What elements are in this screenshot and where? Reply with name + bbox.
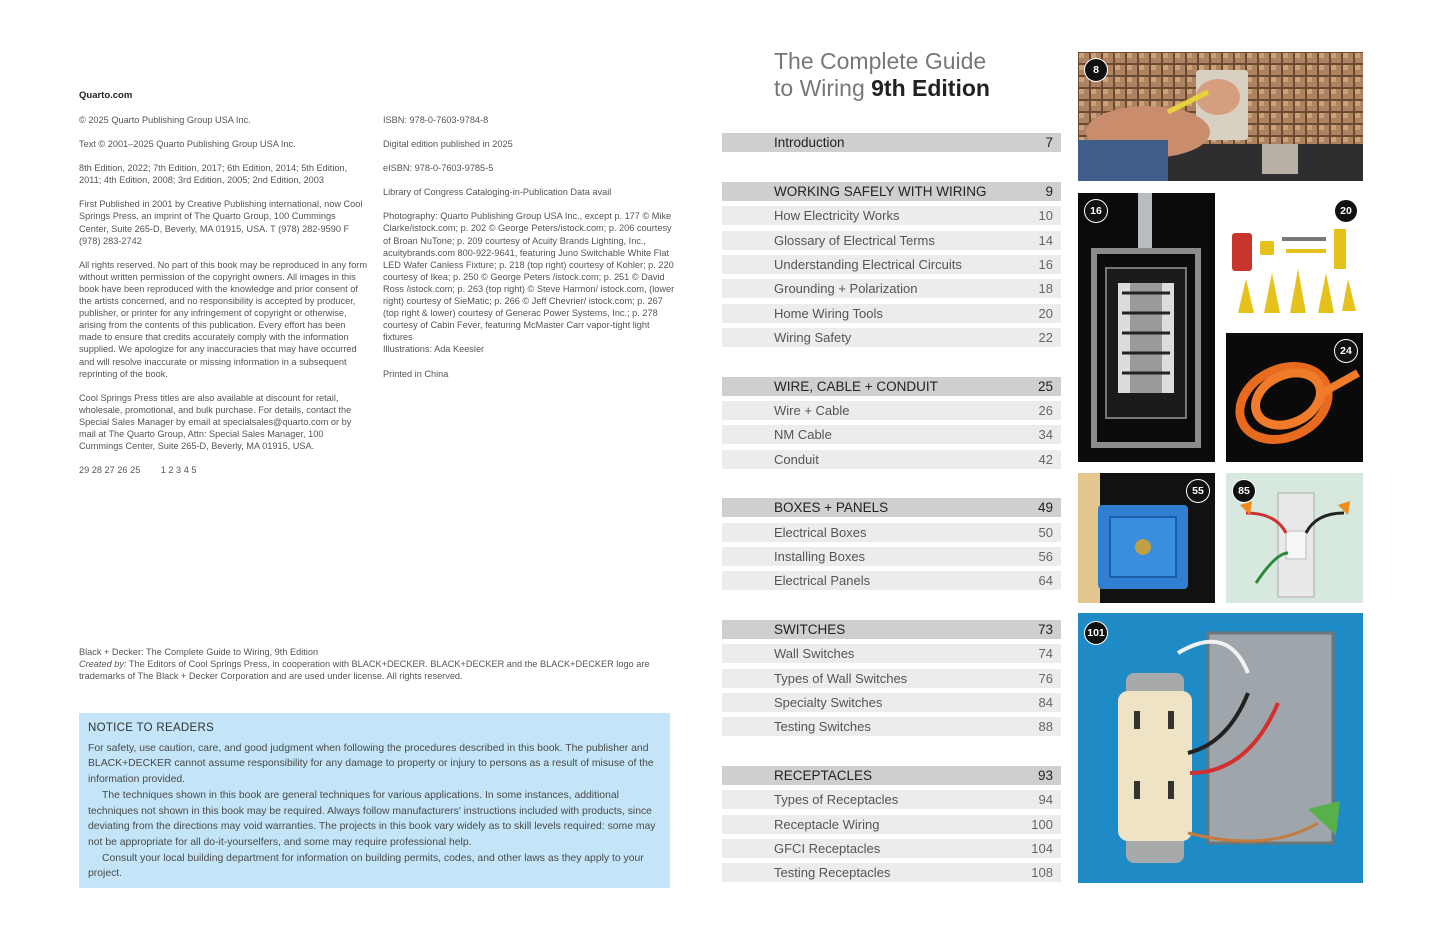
credit-line: Black + Decker: The Complete Guide to Wiring, 9th Edition xyxy=(79,647,319,657)
receptacle-image xyxy=(1078,613,1363,883)
toc-section-heading[interactable] xyxy=(722,377,1061,396)
book-title-line1: The Complete Guide xyxy=(774,48,987,74)
toc-entry[interactable] xyxy=(722,206,1061,225)
toc-label: Grounding + Polarization xyxy=(774,281,918,296)
toc-label: Electrical Panels xyxy=(774,573,871,588)
created-by-text: The Editors of Cool Springs Press, in cooperation with BLACK+DECKER. BLACK+DECKER and the BLACK+DECKER logo are trademarks of The Black + Decker Corporation and are used under license. All rights reserved. xyxy=(79,659,650,682)
toc-entry[interactable] xyxy=(722,231,1061,250)
toc-page-number: 22 xyxy=(1038,330,1053,345)
toc-entry[interactable] xyxy=(722,450,1061,469)
toc-entry[interactable] xyxy=(722,279,1061,298)
toc-label: Wall Switches xyxy=(774,646,855,661)
copyright-column-mid xyxy=(383,114,675,392)
toc-label: Understanding Electrical Circuits xyxy=(774,257,962,272)
notice-to-readers xyxy=(79,713,670,888)
toc-page-number: 88 xyxy=(1038,719,1053,734)
isbn: ISBN: 978-0-7603-9784-8 xyxy=(383,115,489,125)
toc-page-number: 50 xyxy=(1038,525,1053,540)
page-badge: 24 xyxy=(1334,339,1358,363)
page-badge: 85 xyxy=(1232,479,1256,503)
photo-dimmer xyxy=(1226,473,1363,603)
created-by-label: Created by: xyxy=(79,659,127,670)
toc-label: WORKING SAFELY WITH WIRING xyxy=(774,184,987,199)
page-badge: 55 xyxy=(1186,479,1210,503)
toc-entry[interactable] xyxy=(722,790,1061,809)
toc-page-number: 34 xyxy=(1038,427,1053,442)
photo-tools xyxy=(1226,193,1363,323)
toc-page-number: 93 xyxy=(1037,768,1053,783)
toc-page-number: 16 xyxy=(1038,257,1053,272)
toc-section-heading[interactable] xyxy=(722,182,1061,201)
toc-page-number: 94 xyxy=(1038,792,1053,807)
toc-entry[interactable] xyxy=(722,644,1061,663)
toc-page-number: 100 xyxy=(1031,817,1053,832)
toc-label: Types of Receptacles xyxy=(774,792,899,807)
photo-credits: Photography: Quarto Publishing Group USA Inc., except p. 177 © Mike Clarke/istock.com; p. 202 © George Peters/istock.com; p. 206 courtesy of Broan NuTone; p. 209 courtesy of Acuity Brands Lighting, Inc., acuitybrands.com 800-922-9641, featuring Juno Switchable White Flat LED Wafer Canless Fixture; p. 218 (top right) courtesy of Kohler; p. 220 courtesy of Ikea; p. 250 © George Peters /istock.com; p. 251 © David Ross /istock.com; p. 263 (top right) © Steve Harmon/ istock.com, (lower right) courtesy of SieMatic; p. 266 © Jeff Chevrier/ istock.com; p. 267 (top right & lower) courtesy of Generac Power Systems, Inc.; p. 278 courtesy of Cabin Fever, featuring McMaster Carr vapor-tight light fixtures Illustrations: Ada Keesler xyxy=(383,211,675,355)
toc-label: Specialty Switches xyxy=(774,695,883,710)
toc-page-number: 20 xyxy=(1038,306,1053,321)
toc-label: Glossary of Electrical Terms xyxy=(774,233,935,248)
toc-page-number: 10 xyxy=(1038,208,1053,223)
copyright-column-left xyxy=(79,114,367,488)
toc-label: Conduit xyxy=(774,452,819,467)
toc-entry[interactable] xyxy=(722,255,1061,274)
created-by xyxy=(79,658,679,682)
toc-label: SWITCHES xyxy=(774,622,846,637)
toc-entry[interactable] xyxy=(722,863,1061,882)
toc-page-number: 64 xyxy=(1038,573,1053,588)
toc-section-heading[interactable] xyxy=(722,766,1061,785)
toc-label: Wire + Cable xyxy=(774,403,850,418)
toc-entry[interactable] xyxy=(722,304,1061,323)
toc-label: NM Cable xyxy=(774,427,832,442)
toc-label: Testing Receptacles xyxy=(774,865,891,880)
toc-entry[interactable] xyxy=(722,523,1061,542)
copyright-para: All rights reserved. No part of this book may be reproduced in any form without written permission of the copyright owners. All images in this book have been reproduced with the knowledge and prior consent of the artists concerned, and no responsibility is accepted by producer, publisher, or printer for any infringement of copyright or otherwise, arising from the contents of this publication. Every effort has been made to ensure that credits accurately comply with the information supplied. We apologize for any inaccuracies that may have occurred and will resolve inaccurate or missing information in a subsequent reprinting of the book. xyxy=(79,259,368,379)
toc-page-number: 108 xyxy=(1031,865,1053,880)
toc-label: Wiring Safety xyxy=(774,330,852,345)
toc-entry[interactable] xyxy=(722,717,1061,736)
toc-label: WIRE, CABLE + CONDUIT xyxy=(774,379,938,394)
toc-label: RECEPTACLES xyxy=(774,768,873,783)
toc-page-number: 42 xyxy=(1038,452,1053,467)
toc-label: Home Wiring Tools xyxy=(774,306,883,321)
tile-wall-image xyxy=(1078,52,1363,181)
toc-label: Installing Boxes xyxy=(774,549,866,564)
toc-section-heading[interactable] xyxy=(722,620,1061,639)
toc-page-number: 84 xyxy=(1038,695,1053,710)
copyright-para: 8th Edition, 2022; 7th Edition, 2017; 6th Edition, 2014; 5th Edition, 2011; 4th Edition, 2008; 3rd Edition, 2005; 2nd Edition, 2003 xyxy=(79,163,348,186)
toc-entry[interactable] xyxy=(722,839,1061,858)
photo-receptacle xyxy=(1078,613,1363,883)
toc-entry[interactable] xyxy=(722,547,1061,566)
print-line: 29 28 27 26 25 1 2 3 4 5 xyxy=(79,465,197,476)
toc-entry[interactable] xyxy=(722,693,1061,712)
copyright-para: First Published in 2001 by Creative Publishing international, now Cool Springs Press, an imprint of The Quarto Group, 100 Cummings Center, Suite 265-D, Beverly, MA 01915, USA. T (978) 282-9590 F (978) 283-2742 xyxy=(79,199,363,246)
copyright-para: Cool Springs Press titles are also available at discount for retail, wholesale, promotional, and bulk purchase. For details, contact the Special Sales Manager by email at specialsales@quarto.com or by mail at The Quarto Group, Attn: Special Sales Manager, 100 Cummings Center, Suite 265-D, Beverly, MA 01915, USA. xyxy=(79,392,352,452)
page-badge: 8 xyxy=(1084,58,1108,82)
toc-page-number: 56 xyxy=(1038,549,1053,564)
toc-entry[interactable] xyxy=(722,328,1061,347)
toc-page-number: 74 xyxy=(1038,646,1053,661)
toc-label: Introduction xyxy=(774,135,845,150)
toc-section-heading[interactable] xyxy=(722,133,1061,152)
toc-page-number: 49 xyxy=(1037,500,1053,515)
toc-page-number: 25 xyxy=(1037,379,1053,394)
toc-entry[interactable] xyxy=(722,815,1061,834)
toc-label: Types of Wall Switches xyxy=(774,671,908,686)
toc-label: Receptacle Wiring xyxy=(774,817,880,832)
notice-heading: NOTICE TO READERS xyxy=(88,722,215,734)
digital-edition: Digital edition published in 2025 xyxy=(383,139,513,150)
toc-entry[interactable] xyxy=(722,571,1061,590)
photo-box xyxy=(1078,473,1215,603)
toc-page-number: 7 xyxy=(1045,135,1053,150)
toc-entry[interactable] xyxy=(722,425,1061,444)
copyright-para: Text © 2001–2025 Quarto Publishing Group USA Inc. xyxy=(79,139,296,150)
toc-label: How Electricity Works xyxy=(774,208,900,223)
photo-panel xyxy=(1078,193,1215,462)
electrical-panel-image xyxy=(1078,193,1215,462)
toc-page-number: 76 xyxy=(1038,671,1053,686)
book-edition: 9th Edition xyxy=(871,75,990,101)
toc-label: Electrical Boxes xyxy=(774,525,867,540)
toc-page-number: 26 xyxy=(1038,403,1053,418)
book-title xyxy=(774,48,990,102)
notice-para: For safety, use caution, care, and good judgment when following the procedures described in this book. The publisher and BLACK+DECKER cannot assume responsibility for any damage to property or injury to persons as a result of misuse of the information provided. xyxy=(88,742,654,786)
page-badge: 16 xyxy=(1084,199,1108,223)
toc-label: BOXES + PANELS xyxy=(774,500,889,515)
credits-block xyxy=(79,646,679,682)
notice-para: The techniques shown in this book are general techniques for various applications. In some instances, additional techniques not shown in this book may be required. Always follow manufacturers' instructions included with products, since deviating from the directions may void warranties. The projects in this book vary widely as to skill levels required: some may not be appropriate for all do-it-yourselfers, and some may require professional help. xyxy=(88,789,656,848)
toc-page-number: 104 xyxy=(1031,841,1053,856)
book-title-line2: to Wiring 9th Edition xyxy=(774,75,990,101)
toc-page-number: 73 xyxy=(1037,622,1053,637)
toc-entry[interactable] xyxy=(722,401,1061,420)
toc-page-number: 9 xyxy=(1045,184,1053,199)
page-badge: 101 xyxy=(1084,621,1108,645)
toc-label: GFCI Receptacles xyxy=(774,841,881,856)
notice-para: Consult your local building department for information on building permits, codes, and other laws as they apply to your project. xyxy=(88,852,644,880)
printed-in: Printed in China xyxy=(383,368,449,379)
toc-page-number: 14 xyxy=(1038,233,1053,248)
eisbn: eISBN: 978-0-7603-9785-5 xyxy=(383,163,494,174)
cip-data: Library of Congress Cataloging-in-Publication Data avail xyxy=(383,187,612,198)
toc-section-heading[interactable] xyxy=(722,498,1061,517)
page-badge: 20 xyxy=(1334,199,1358,223)
photo-tile-wall xyxy=(1078,52,1363,181)
photo-cable xyxy=(1226,333,1363,462)
publisher-url: Quarto.com xyxy=(79,90,133,101)
toc-label: Testing Switches xyxy=(774,719,871,734)
copyright-para: © 2025 Quarto Publishing Group USA Inc. xyxy=(79,115,251,125)
toc-page-number: 18 xyxy=(1038,281,1053,296)
toc-entry[interactable] xyxy=(722,669,1061,688)
